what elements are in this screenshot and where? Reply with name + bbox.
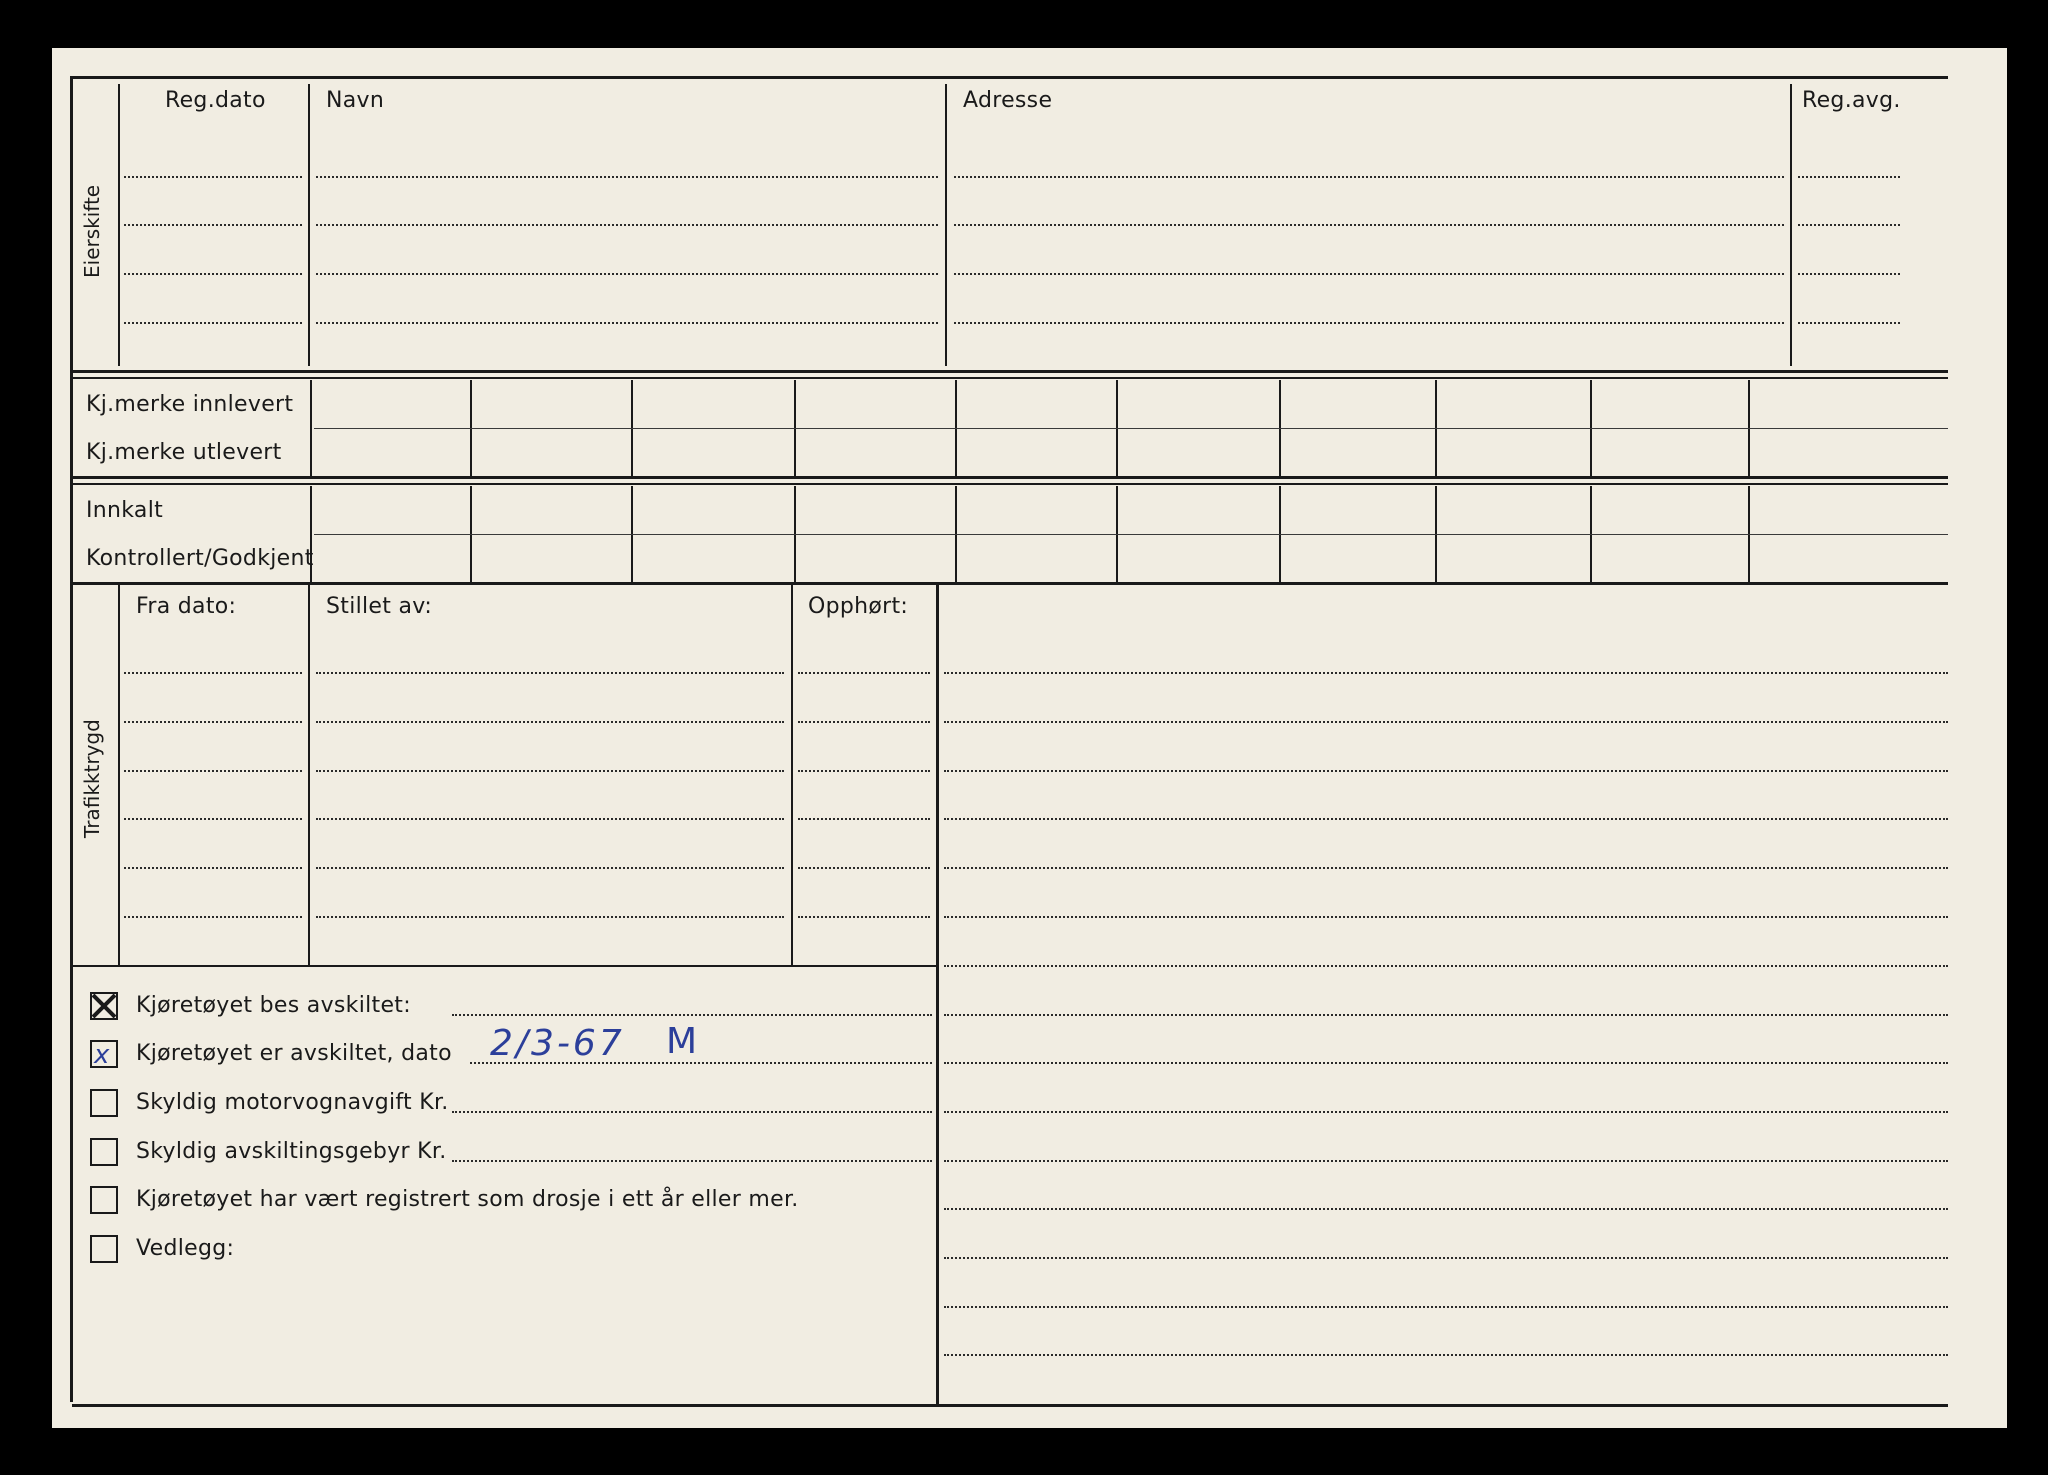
notes-line: [944, 916, 1948, 918]
eierskifte-row-line: [954, 322, 1784, 324]
eierskifte-row-line: [954, 176, 1784, 178]
notes-line: [944, 1257, 1948, 1259]
trafikktrygd-row-line: [316, 770, 784, 772]
cross-check-icon: [92, 994, 116, 1018]
trafikktrygd-row-line: [124, 916, 302, 918]
checklist-fill-line: [452, 1160, 932, 1162]
section-separator: [72, 582, 1948, 585]
notes-line: [944, 818, 1948, 820]
trafikktrygd-row-line: [124, 818, 302, 820]
checkbox-er-avskiltet[interactable]: [90, 1040, 118, 1068]
kj-merke-utlevert-label: Kj.merke utlevert: [86, 440, 282, 465]
section-separator: [72, 476, 1948, 479]
col-adresse-header: Adresse: [963, 88, 1053, 113]
trafikktrygd-row-line: [124, 770, 302, 772]
trafikktrygd-row-line: [316, 672, 784, 674]
eierskifte-row-line: [316, 322, 938, 324]
checklist-label: Skyldig avskiltingsgebyr Kr.: [136, 1139, 447, 1164]
checkbox-avskiltingsgebyr[interactable]: [90, 1138, 118, 1166]
notes-line: [944, 1111, 1948, 1113]
notes-line: [944, 1306, 1948, 1308]
notes-line: [944, 867, 1948, 869]
trafikktrygd-row-line: [798, 770, 930, 772]
checkbox-drosje[interactable]: [90, 1186, 118, 1214]
notes-line: [944, 1208, 1948, 1210]
kj-merke-innlevert-label: Kj.merke innlevert: [86, 392, 294, 417]
notes-line: [944, 770, 1948, 772]
checklist-label: Skyldig motorvognavgift Kr.: [136, 1090, 449, 1115]
trafikktrygd-divider-1: [118, 585, 120, 965]
kontrollert-label: Kontrollert/Godkjent: [86, 546, 314, 571]
eierskifte-row-line: [316, 273, 938, 275]
eierskifte-divider-1: [118, 84, 120, 366]
checkbox-motorvognavgift[interactable]: [90, 1089, 118, 1117]
notes-line: [944, 721, 1948, 723]
eierskifte-row-line: [1798, 273, 1900, 275]
handwritten-check-mark: x: [94, 1040, 113, 1070]
trafikktrygd-row-line: [798, 721, 930, 723]
eierskifte-row-line: [316, 224, 938, 226]
eierskifte-divider-4: [1790, 84, 1792, 366]
notes-line: [944, 1354, 1948, 1356]
grid-cell-line: [314, 428, 1948, 429]
right-panel-divider: [936, 585, 939, 1404]
col-reg-avg-header: Reg.avg.: [1802, 88, 1901, 113]
trafikktrygd-row-line: [798, 867, 930, 869]
trafikktrygd-side-label: Trafikktrygd: [80, 719, 104, 838]
eierskifte-row-line: [316, 176, 938, 178]
trafikktrygd-row-line: [316, 916, 784, 918]
grid-divider: [310, 486, 312, 582]
trafikktrygd-row-line: [316, 867, 784, 869]
col-navn-header: Navn: [326, 88, 385, 113]
trafikktrygd-row-line: [316, 721, 784, 723]
section-separator: [72, 377, 1948, 379]
eierskifte-row-line: [124, 176, 302, 178]
eierskifte-row-line: [1798, 224, 1900, 226]
eierskifte-row-line: [124, 322, 302, 324]
checklist-fill-line: [452, 1014, 932, 1016]
trafikktrygd-row-line: [316, 818, 784, 820]
checklist-top-border: [72, 965, 938, 967]
col-reg-dato-header: Reg.dato: [165, 88, 266, 113]
trafikktrygd-divider-2: [308, 585, 310, 965]
eierskifte-divider-3: [945, 84, 947, 366]
notes-line: [944, 672, 1948, 674]
checklist-label: Kjøretøyet har vært registrert som drosje i ett år eller mer.: [136, 1187, 799, 1212]
bottom-border: [72, 1404, 1948, 1407]
eierskifte-side-label: Eierskifte: [80, 184, 104, 278]
trafikktrygd-divider-3: [791, 585, 793, 965]
checkbox-bes-avskiltet[interactable]: [90, 992, 118, 1020]
innkalt-label: Innkalt: [86, 498, 164, 523]
section-separator: [72, 370, 1948, 373]
notes-line: [944, 965, 1948, 967]
col-stillet-av-header: Stillet av:: [326, 594, 433, 619]
eierskifte-row-line: [954, 224, 1784, 226]
notes-line: [944, 1062, 1948, 1064]
trafikktrygd-row-line: [124, 721, 302, 723]
eierskifte-divider-2: [308, 84, 310, 366]
handwritten-initial: M: [666, 1021, 701, 1062]
checkbox-vedlegg[interactable]: [90, 1235, 118, 1263]
trafikktrygd-row-line: [798, 672, 930, 674]
notes-line: [944, 1014, 1948, 1016]
trafikktrygd-row-line: [798, 916, 930, 918]
trafikktrygd-row-line: [124, 672, 302, 674]
col-fra-dato-header: Fra dato:: [136, 594, 237, 619]
notes-line: [944, 1160, 1948, 1162]
eierskifte-row-line: [124, 273, 302, 275]
left-border: [70, 76, 73, 1402]
section-separator: [72, 483, 1948, 485]
trafikktrygd-row-line: [124, 867, 302, 869]
checklist-label: Kjøretøyet er avskiltet, dato: [136, 1041, 452, 1066]
col-opphort-header: Opphørt:: [808, 594, 909, 619]
grid-cell-line: [314, 534, 1948, 535]
grid-divider: [310, 380, 312, 476]
eierskifte-row-line: [954, 273, 1784, 275]
checklist-label: Vedlegg:: [136, 1236, 235, 1261]
eierskifte-row-line: [1798, 322, 1900, 324]
vehicle-registration-card: [52, 48, 2007, 1428]
trafikktrygd-row-line: [798, 818, 930, 820]
top-border: [72, 76, 1948, 79]
checklist-label: Kjøretøyet bes avskiltet:: [136, 993, 411, 1018]
handwritten-date: 2/3-67: [490, 1023, 625, 1064]
checklist-fill-line: [452, 1111, 932, 1113]
eierskifte-row-line: [1798, 176, 1900, 178]
eierskifte-row-line: [124, 224, 302, 226]
